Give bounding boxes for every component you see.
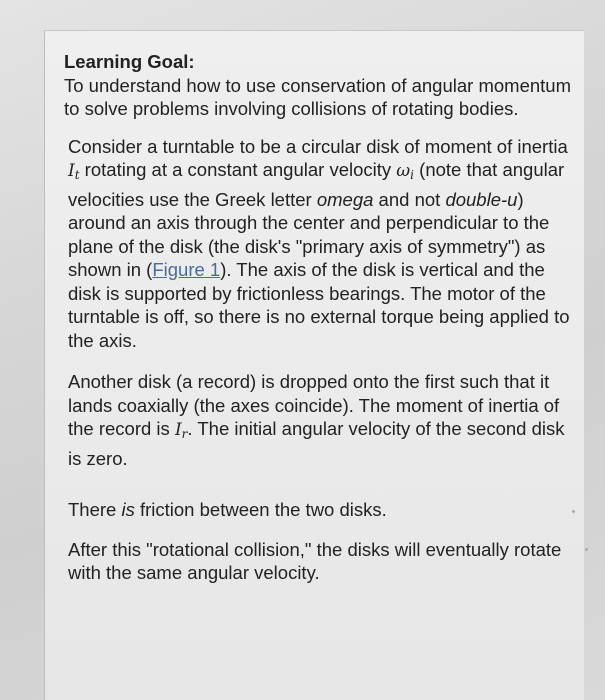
text-span: friction between the two disks. <box>134 499 387 520</box>
paragraph-record <box>68 370 574 470</box>
text-span: . The initial angular velocity of the second disk is zero. <box>68 418 565 469</box>
paragraph-turntable <box>68 135 574 353</box>
symbol-omega-i <box>396 161 414 181</box>
text-span: Consider a turntable to be a circular disk of moment of inertia <box>68 135 568 157</box>
text-span: ) around an axis through the center and perpendicular to the plane of the disk (the disk's "primary axis of symmetry") as shown in ( <box>68 188 550 280</box>
text-span: rotating at a constant angular velocity <box>79 159 397 180</box>
symbol-I-r <box>175 420 187 440</box>
subscript-r: r <box>181 427 188 441</box>
text-span: (note that angular velocities use the Greek letter <box>68 159 565 210</box>
subscript-i: i <box>410 168 415 182</box>
symbol-omega: ω <box>396 161 411 181</box>
text-span: Another disk (a record) is dropped onto the first such that it lands coaxially (the axes coincide). The moment of inertia of the record is <box>68 371 560 439</box>
subscript-t: t <box>74 168 80 182</box>
emphasis-omega: omega <box>316 188 374 210</box>
paragraph-friction <box>68 498 574 522</box>
symbol-I-t <box>68 161 80 181</box>
emphasis-double-u: double-u <box>445 188 518 210</box>
text-span: and not <box>373 188 446 210</box>
symbol-I: I <box>174 420 182 440</box>
paragraph-collision: After this "rotational collision," the disks will eventually rotate with the same angular velocity. <box>68 538 562 583</box>
symbol-I: I <box>68 161 75 181</box>
figure-1-link[interactable]: Figure 1 <box>152 259 221 280</box>
learning-goal-text: To understand how to use conservation of angular momentum to solve problems involving collisions of rotating bodies. <box>64 74 571 119</box>
problem-text <box>64 50 574 603</box>
emphasis-is: is <box>121 499 135 520</box>
text-span: ). The axis of the disk is vertical and the disk is supported by frictionless bearings. The motor of the turntable is off, so there is no external torque being applied to the axis. <box>68 259 570 351</box>
artifact-dot <box>585 548 588 551</box>
text-span: There <box>68 499 122 520</box>
learning-goal-title: Learning Goal: <box>64 51 195 72</box>
